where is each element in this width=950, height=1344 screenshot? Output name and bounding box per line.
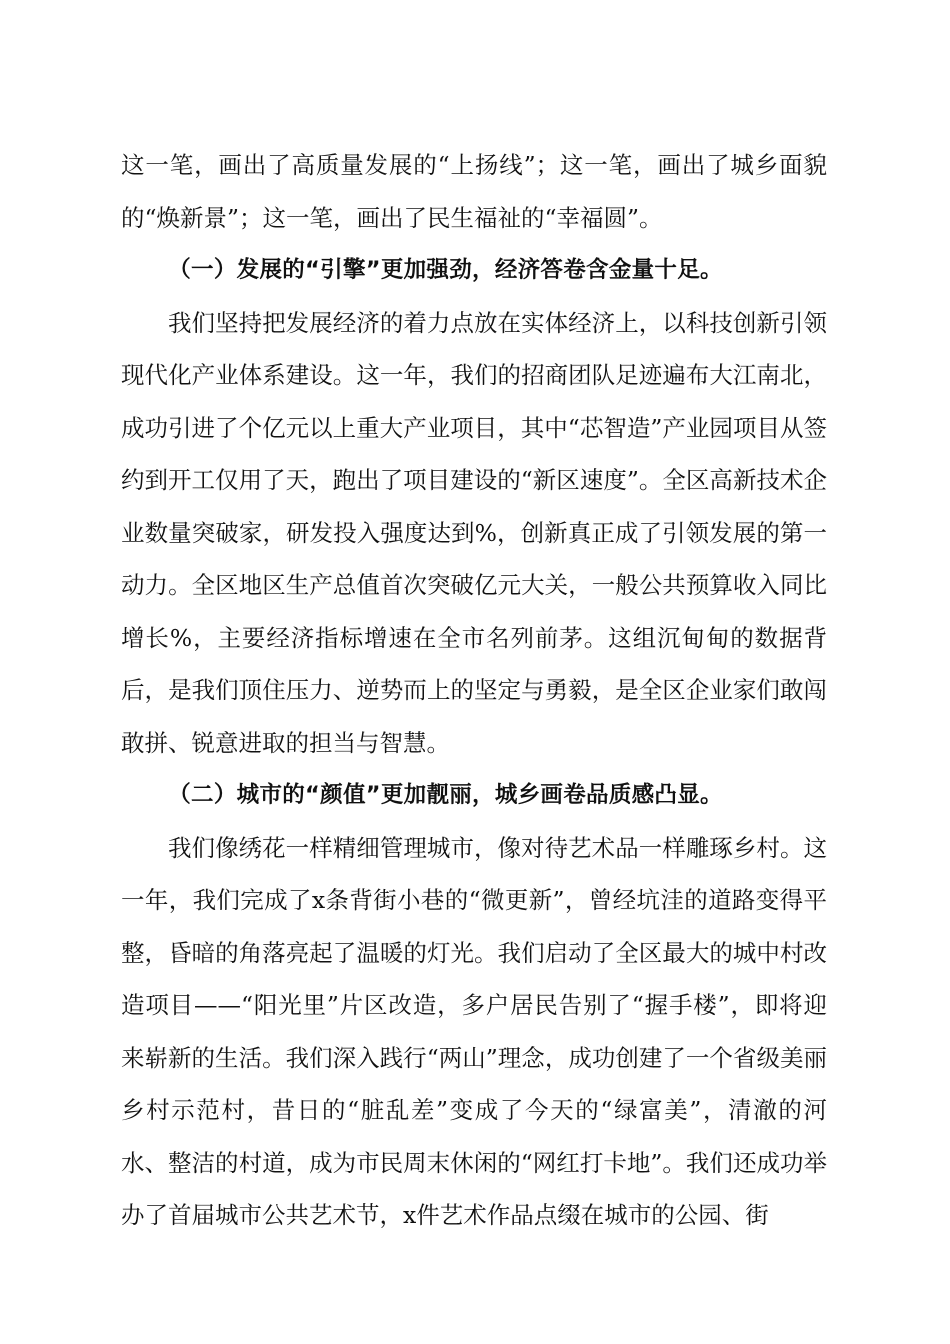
section-heading-1: （一）发展的“引擎”更加强劲，经济答卷含金量十足。 [168,257,723,283]
paragraph-city: 我们像绣花一样精细管理城市，像对待艺术品一样雕琢乡村。这一年，我们完成了x条背街小巷的“微更新”，曾经坑洼的道路变得平整，昏暗的角落亮起了温暖的灯光。我们启动了全区最大的城中村改造项目——“阳光里”片区改造，多户居民告别了“握手楼”，即将迎来崭新的生活。我们深入践行“两山”理念，成功创建了一个省级美丽乡村示范村，昔日的“脏乱差”变成了今天的“绿富美”，清澈的河水、整洁的村道，成为市民周末休闲的“网红打卡地”。我们还成功举办了首届城市公共艺术节，x件艺术作品点缀在城市的公园、街 [121,833,827,1229]
section-heading-2: （二）城市的“颜值”更加靓丽，城乡画卷品质感凸显。 [168,782,723,808]
paragraph-continued: 这一笔，画出了高质量发展的“上扬线”；这一笔，画出了城乡面貌的“焕新景”；这一笔，画出了民生福祉的“幸福圆”。 [121,151,827,232]
document-body [121,139,827,1242]
paragraph-economy: 我们坚持把发展经济的着力点放在实体经济上，以科技创新引领现代化产业体系建设。这一年，我们的招商团队足迹遍布大江南北，成功引进了个亿元以上重大产业项目，其中“芯智造”产业园项目从签约到开工仅用了天，跑出了项目建设的“新区速度”。全区高新技术企业数量突破家，研发投入强度达到%，创新真正成了引领发展的第一动力。全区地区生产总值首次突破亿元大关，一般公共预算收入同比增长%，主要经济指标增速在全市名列前茅。这组沉甸甸的数据背后，是我们顶住压力、逆势而上的坚定与勇毅，是全区企业家们敢闯敢拼、锐意进取的担当与智慧。 [121,308,827,757]
